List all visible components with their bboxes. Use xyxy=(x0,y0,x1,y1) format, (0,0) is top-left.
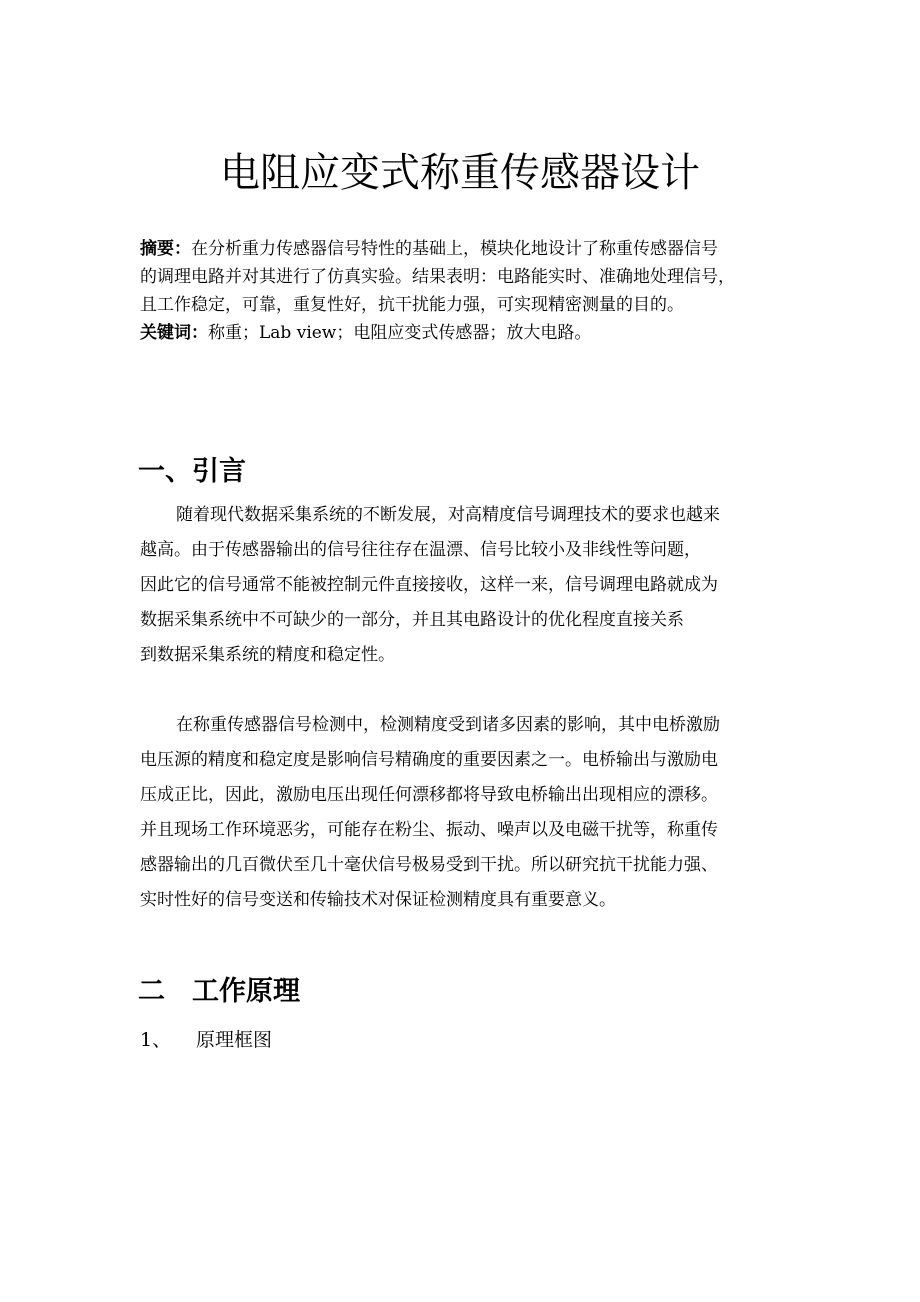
section-heading-introduction: 一、引言 xyxy=(138,456,246,487)
paragraph-line: 越高。由于传感器输出的信号往往存在温漂、信号比较小及非线性等问题， xyxy=(140,540,701,560)
paragraph-line: 数据采集系统中不可缺少的一部分，并且其电路设计的优化程度直接关系 xyxy=(140,610,684,630)
paragraph-line: 到数据采集系统的精度和稳定性。 xyxy=(140,645,395,665)
subsection-number: 1、 xyxy=(140,1029,172,1051)
abstract-line-3: 且工作稳定，可靠，重复性好，抗干扰能力强，可实现精密测量的目的。 xyxy=(140,295,684,315)
keywords-text: 称重；Lab view；电阻应变式传感器；放大电路。 xyxy=(208,323,592,343)
paragraph-line: 压成正比，因此，激励电压出现任何漂移都将导致电桥输出出现相应的漂移。 xyxy=(140,785,718,805)
paragraph-line: 随着现代数据采集系统的不断发展，对高精度信号调理技术的要求也越来 xyxy=(176,505,720,525)
paragraph-line: 在称重传感器信号检测中，检测精度受到诸多因素的影响，其中电桥激励 xyxy=(176,715,720,735)
paragraph-line: 并且现场工作环境恶劣，可能存在粉尘、振动、噪声以及电磁干扰等，称重传 xyxy=(140,820,718,840)
subsection-title: 原理框图 xyxy=(196,1029,273,1051)
paragraph-line: 实时性好的信号变送和传输技术对保证检测精度具有重要意义。 xyxy=(140,890,616,910)
abstract-line-2: 的调理电路并对其进行了仿真实验。结果表明：电路能实时、准确地处理信号， xyxy=(140,267,735,287)
section-heading-working-principle: 二 工作原理 xyxy=(138,976,300,1007)
paragraph-line: 电压源的精度和稳定度是影响信号精确度的重要因素之一。电桥输出与激励电 xyxy=(140,750,718,770)
abstract-line-1 xyxy=(140,235,800,263)
abstract-label: 摘要： xyxy=(140,239,191,259)
paragraph-line: 感器输出的几百微伏至几十毫伏信号极易受到干扰。所以研究抗干扰能力强、 xyxy=(140,855,718,875)
subsection-heading xyxy=(140,1024,272,1056)
document-title: 电阻应变式称重传感器设计 xyxy=(220,150,700,196)
abstract-block xyxy=(140,235,800,347)
introduction-paragraph-1 xyxy=(140,498,800,673)
paragraph-line: 因此它的信号通常不能被控制元件直接接收，这样一来，信号调理电路就成为 xyxy=(140,575,718,595)
keywords-label: 关键词： xyxy=(140,323,208,343)
introduction-paragraph-2 xyxy=(140,708,800,918)
abstract-text: 在分析重力传感器信号特性的基础上，模块化地设计了称重传感器信号 xyxy=(191,239,718,259)
keywords-line xyxy=(140,319,800,347)
